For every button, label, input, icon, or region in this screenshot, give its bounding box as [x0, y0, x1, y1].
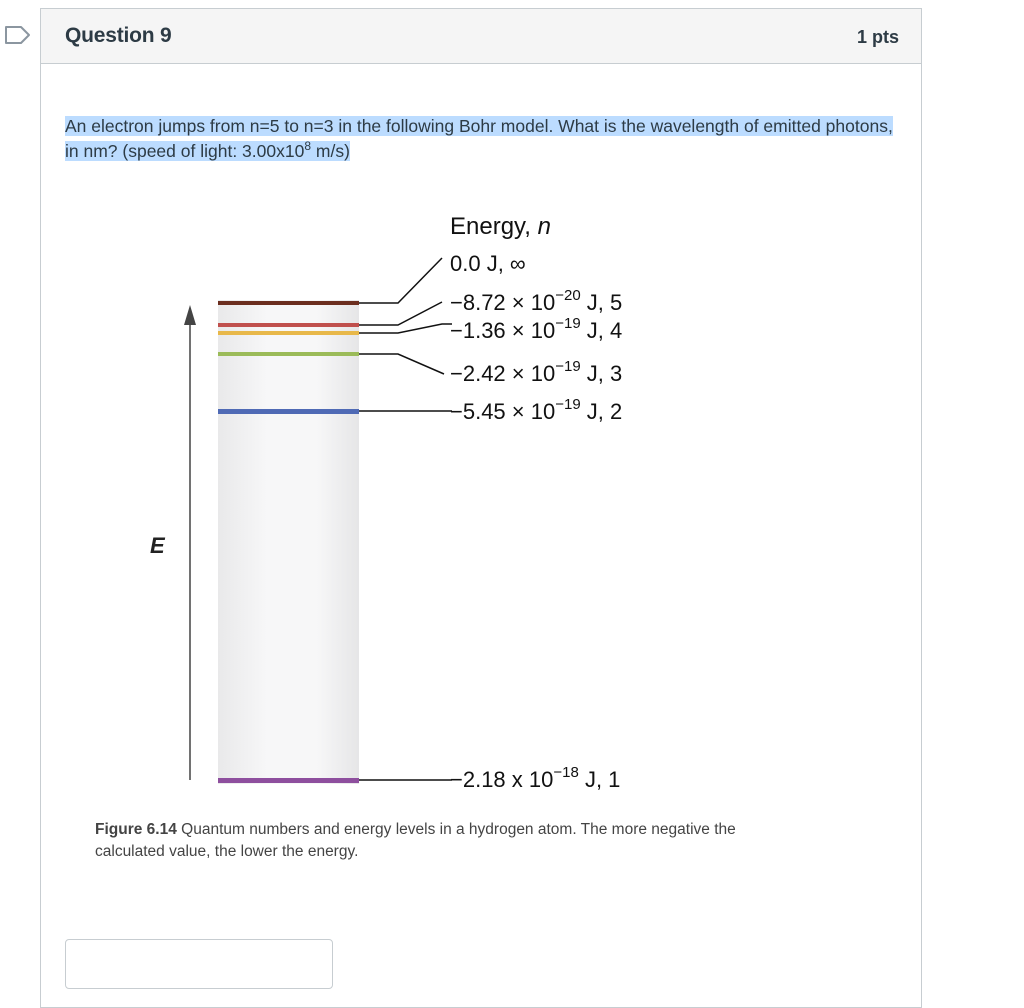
level-4-label: $-1.36 \times 10^{-19}$ J, 4 [450, 315, 623, 343]
level-3-band [218, 352, 359, 356]
level-1-label: −2.18 x $10^{-18}$ J, 1 [450, 764, 621, 792]
level-3-label: $-2.42 \times 10^{-19}$ J, 3 [450, 358, 623, 386]
energy-column [218, 300, 359, 784]
level-1-band [218, 778, 359, 783]
arrow-head-icon [184, 305, 196, 325]
level-5-band [218, 301, 359, 305]
level-2-band [218, 409, 359, 414]
level-2-label: $-5.45 \times 10^{-19}$ J, 2 [450, 396, 623, 424]
connector-level-3 [359, 354, 444, 374]
connector-level-5 [359, 302, 442, 325]
question-text: An electron jumps from n=5 to n=3 in the following Bohr model. What is the wavelength of emitted photons, in nm? (speed of light: $3.00x10^8$ m/s) [65, 116, 893, 161]
connector-infinity [359, 258, 442, 303]
figure-caption [95, 819, 805, 863]
level-infinity-label: 0.0 J, ∞ [450, 251, 526, 276]
level-5-label: $-8.72 \times 10^{-20}$ J, 5 [450, 287, 623, 315]
question-title: Question 9 [65, 24, 172, 47]
question-points: 1 pts [856, 27, 899, 47]
level-4b-band [218, 331, 359, 335]
caption-text: Quantum numbers and energy levels in a hydrogen atom. The more negative the calculated value, the lower the energy. [95, 821, 736, 860]
energy-header: Energy, n [450, 213, 551, 240]
level-4-band [218, 323, 359, 327]
axis-label-e: E [150, 533, 165, 558]
caption-figure-number: Figure 6.14 [95, 821, 177, 838]
